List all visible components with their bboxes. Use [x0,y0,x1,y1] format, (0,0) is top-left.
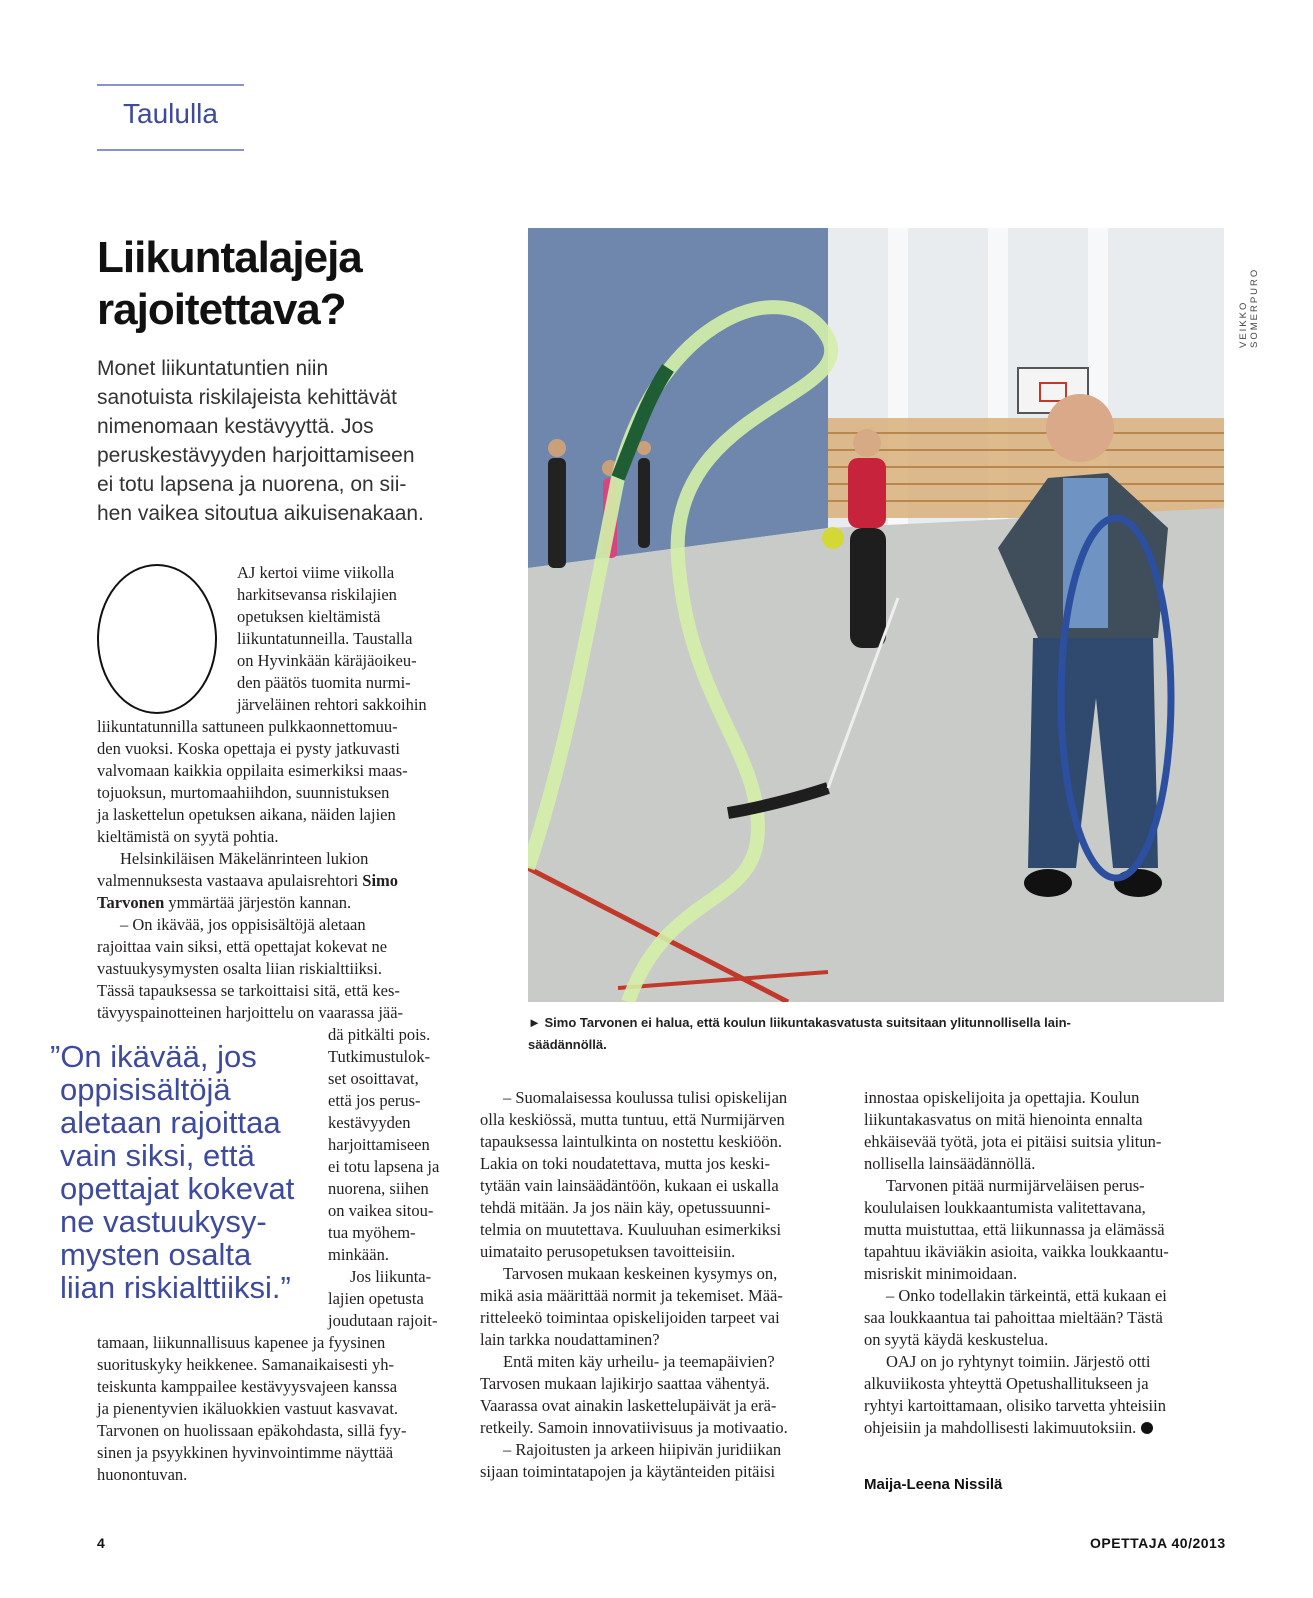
body-line: joudutaan rajoit- [328,1311,438,1330]
body-line: dä pitkälti pois. [328,1025,431,1044]
body-line: nuorena, siihen [328,1179,429,1198]
body-line: opetuksen kieltämistä [237,607,381,626]
end-bullet-icon [1141,1422,1153,1434]
body-line: den vuoksi. Koska opettaja ei pysty jatkuvasti [97,739,400,758]
ingress-line: hen vaikea sitoutua aikuisenakaan. [97,502,424,525]
body-line: uimataito perusopetuksen tavoitteisiin. [480,1242,736,1261]
section-rule-bottom [97,149,244,151]
ingress-line: nimenomaan kestävyyttä. Jos [97,415,374,438]
body-line: Entä miten käy urheilu- ja teemapäivien? [503,1352,775,1371]
pull-quote [50,1040,320,1304]
body-line: Vaarassa ovat ainakin laskettelupäivät ja erä- [480,1396,777,1415]
body-line: Tarvonen pitää nurmijärveläisen perus- [886,1176,1145,1195]
body-line: Tässä tapauksessa se tarkoittaisi sitä, että kes- [97,981,400,1000]
body-line: misriskit minimoidaan. [864,1264,1018,1283]
photo-credit: VEIKKO SOMERPURO [1238,267,1260,348]
body-line [864,1418,1153,1438]
body-line: liikuntatunnilla sattuneen pulkkaonnettomuu- [97,717,398,736]
body-line: olla keskiössä, mutta tuntuu, että Nurmijärven [480,1110,785,1129]
body-line: kestävyyden [328,1113,411,1132]
pull-quote-line: aletaan rajoittaa [60,1105,281,1140]
ingress [97,354,457,528]
body-line: ei totu lapsena ja [328,1157,440,1176]
body-line: tua myöhem- [328,1223,416,1242]
body-line: retkeily. Samoin innovatiivisuus ja motivaatio. [480,1418,788,1437]
body-line: harkitsevansa riskilajien [237,585,397,604]
body-line: tävyyspainotteinen harjoittelu on vaarassa jää- [97,1003,404,1022]
body-line: Jos liikunta- [350,1267,432,1286]
body-line: valvomaan kaikkia oppilaita esimerkiksi maas- [97,761,408,780]
body-line: on Hyvinkään käräjäoikeu- [237,651,417,670]
body-line: on syytä käydä keskustelua. [864,1330,1049,1349]
body-line: Tarvosen mukaan keskeinen kysymys on, [503,1264,778,1283]
section-label: Taululla [123,98,218,129]
body-line: vastuukysymysten osalta liian riskialttiiksi. [97,959,383,978]
body-line: lajien opetusta [328,1289,424,1308]
headline [97,232,497,336]
body-line: rajoittaa vain siksi, että opettajat kokevat ne [97,937,388,956]
body-line: kieltämistä on syytä pohtia. [97,827,279,846]
body-line: AJ kertoi viime viikolla [237,563,395,582]
body-line: Tarvonen ymmärtää järjestön kannan. [97,893,352,912]
body-line: minkään. [328,1245,389,1264]
body-line: ja laskettelun opetuksen aikana, näiden lajien [97,805,396,824]
body-line: suorituskyky heikkenee. Samanaikaisesti yh- [97,1355,394,1374]
section-rule-top [97,84,244,86]
body-line: den päätös tuomita nurmi- [237,673,411,692]
body-line: on vaikea sitou- [328,1201,434,1220]
caption-line: säädännöllä. [528,1037,607,1052]
body-line: – Rajoitusten ja arkeen hiipivän juridiikan [503,1440,782,1459]
ingress-line: ei totu lapsena ja nuorena, on sii- [97,473,407,496]
body-line: tapahtuu ikäviäkin asioita, vaikka loukkaantu- [864,1242,1169,1261]
body-line: teiskunta kamppailee kestävyysvajeen kanssa [97,1377,398,1396]
body-line: ja pienentyvien ikäluokkien vastuut kasvavat. [97,1399,399,1418]
body-line: ehkäisevää työtä, jota ei pitäisi suitsia ylitun- [864,1132,1162,1151]
body-line: tytään vain lainsäädäntöön, kukaan ei uskalla [480,1176,779,1195]
body-line: lain tarkka noudattaminen? [480,1330,660,1349]
body-line: Tutkimustulok- [328,1047,431,1066]
body-line: harjoittamiseen [328,1135,430,1154]
drop-cap-o [97,564,217,714]
article-photo [528,228,1224,1002]
body-line: set osoittavat, [328,1069,419,1088]
headline-line: Liikuntalajeja [97,233,362,282]
issue-label: OPETTAJA 40/2013 [1090,1535,1226,1551]
body-line: tapauksessa laintulkinta on nostettu keskiöön. [480,1132,782,1151]
body-line: että jos perus- [328,1091,421,1110]
body-line: ritteleekö toimintaa opiskelijoiden tarpeet vai [480,1308,780,1327]
body-line: alkuviikosta yhteyttä Opetushallitukseen ja [864,1374,1149,1393]
pull-quote-line: oppisisältöjä [60,1072,231,1107]
body-line: – Suomalaisessa koulussa tulisi opiskelijan [503,1088,788,1107]
headline-line: rajoitettava? [97,285,346,334]
body-line: tojuoksun, murtomaahiihdon, suunnistuksen [97,783,390,802]
photo-caption [528,1012,1168,1056]
pull-quote-line: ”On ikävää, jos [50,1039,257,1074]
body-line: OAJ on jo ryhtynyt toimiin. Järjestö otti [886,1352,1151,1371]
pull-quote-line: vain siksi, että [60,1138,255,1173]
body-line: telmia on muutettava. Kuuluuhan esimerkiksi [480,1220,782,1239]
caption-line: ► Simo Tarvonen ei halua, että koulun liikuntakasvatusta suitsitaan ylitunnollisella lain- [528,1015,1071,1030]
pull-quote-line: mysten osalta [60,1237,252,1272]
page-number: 4 [97,1535,105,1551]
pull-quote-line: opettajat kokevat [60,1171,295,1206]
body-line: tamaan, liikunnallisuus kapenee ja fyysinen [97,1333,386,1352]
body-line: liikuntatunneilla. Taustalla [237,629,413,648]
body-line: tehdä mitään. Ja jos näin käy, opetussuunni- [480,1198,771,1217]
body-line: sijaan toimintatapojen ja käytänteiden pitäisi [480,1462,776,1481]
body-line: huonontuvan. [97,1465,188,1484]
body-line: saa loukkaantua tai pahoittaa mieltään? Tästä [864,1308,1163,1327]
body-line: mutta muistuttaa, että liikunnassa ja elämässä [864,1220,1165,1239]
body-line: valmennuksesta vastaava apulaisrehtori Simo [97,871,399,890]
body-line: koululaisen loukkaantumista valitettavana, [864,1198,1146,1217]
body-line: – On ikävää, jos oppisisältöjä aletaan [120,915,366,934]
body-line: Tarvonen on huolissaan epäkohdasta, sillä fyy- [97,1421,407,1440]
body-line: Tarvosen mukaan lajikirjo saattaa vähentyä. [480,1374,770,1393]
body-line: – Onko todellakin tärkeintä, että kukaan ei [886,1286,1167,1305]
body-line: Helsinkiläisen Mäkelänrinteen lukion [120,849,369,868]
pull-quote-line: ne vastuukysy- [60,1204,267,1239]
body-line: mikä asia määrittää normit ja tekemiset. Mää- [480,1286,783,1305]
body-line: sinen ja psyykkinen hyvinvointimme näyttää [97,1443,394,1462]
ingress-line: peruskestävyyden harjoittamiseen [97,444,415,467]
body-line: Lakia on toki noudatettava, mutta jos keski- [480,1154,771,1173]
pull-quote-line: liian riskialttiiksi.” [60,1270,291,1305]
ingress-line: sanotuista riskilajeista kehittävät [97,386,397,409]
body-line-text: ohjeisiin ja mahdollisesti lakimuutoksiin. [864,1418,1137,1437]
body-line: nollisella lainsäädännöllä. [864,1154,1036,1173]
author-signature: Maija-Leena Nissilä [864,1476,1003,1493]
ingress-line: Monet liikuntatuntien niin [97,357,329,380]
body-line: järveläinen rehtori sakkoihin [237,695,427,714]
body-line: innostaa opiskelijoita ja opettajia. Koulun [864,1088,1140,1107]
body-line: ryhtyi kartoittamaan, olisiko tarvetta yhteisiin [864,1396,1166,1415]
body-line: liikuntakasvatus on mitä hienointa ennalta [864,1110,1143,1129]
